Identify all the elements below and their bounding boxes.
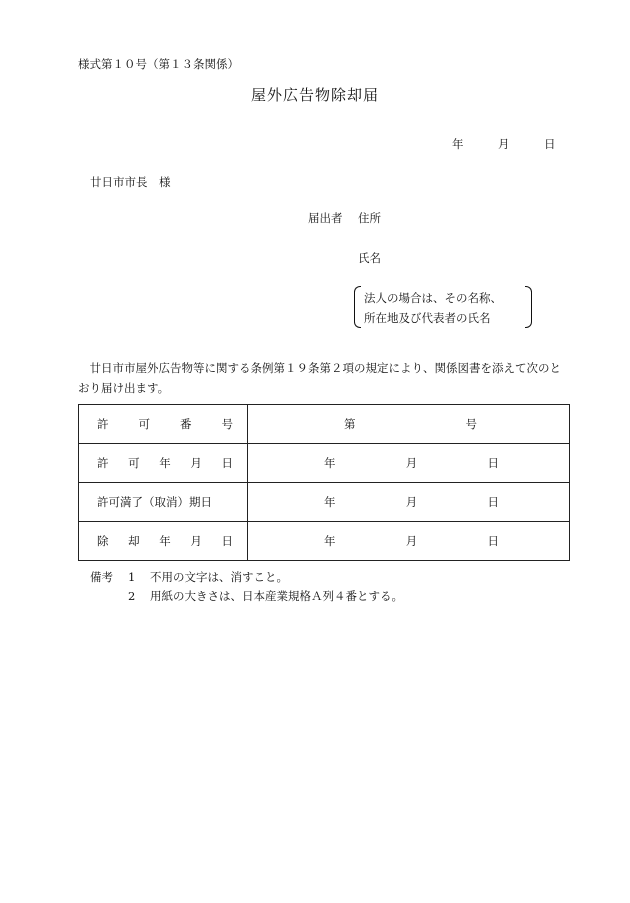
permit-number-label: 許 可 番 号 <box>79 405 248 444</box>
notes-heading: 備考 <box>90 570 113 584</box>
form-number: 様式第１０号（第１３条関係） <box>78 57 239 71</box>
permit-table <box>78 404 570 561</box>
removal-date-label: 除 却 年 月 日 <box>79 522 248 561</box>
permit-date-label: 許 可 年 月 日 <box>79 444 248 483</box>
right-bracket <box>525 286 532 328</box>
note-item: 備考 1 不用の文字は、消すこと。 <box>90 568 403 587</box>
left-bracket <box>354 286 361 328</box>
address-label: 住所 <box>358 211 381 225</box>
removal-date-field[interactable]: 年 月 日 <box>248 522 570 561</box>
expiry-date-field[interactable]: 年 月 日 <box>248 483 570 522</box>
table-row <box>79 405 570 444</box>
expiry-date-label: 許可満了（取消）期日 <box>79 483 248 522</box>
name-label: 氏名 <box>358 251 381 265</box>
addressee: 廿日市市長 様 <box>90 175 171 189</box>
permit-number-field[interactable]: 第 号 <box>248 405 570 444</box>
date-month-label: 月 <box>498 137 510 151</box>
permit-date-field[interactable]: 年 月 日 <box>248 444 570 483</box>
body-text-line2: おり届け出ます。 <box>78 381 170 395</box>
corporate-note-line2: 所在地及び代表者の氏名 <box>364 311 491 325</box>
table-row <box>79 522 570 561</box>
table-row <box>79 483 570 522</box>
body-text <box>78 358 576 398</box>
date-day-label: 日 <box>544 137 556 151</box>
corporate-note <box>354 286 532 328</box>
page-title: 屋外広告物除却届 <box>250 86 379 104</box>
table-row <box>79 444 570 483</box>
applicant-label: 届出者 <box>308 211 343 225</box>
corporate-note-line1: 法人の場合は、その名称、 <box>364 291 502 305</box>
notes <box>90 568 403 606</box>
date-year-label: 年 <box>452 137 464 151</box>
note-item: 2 用紙の大きさは、日本産業規格Ａ列４番とする。 <box>128 589 403 603</box>
body-text-line1: 廿日市市屋外広告物等に関する条例第１９条第２項の規定により、関係図書を添えて次のと <box>89 361 561 375</box>
